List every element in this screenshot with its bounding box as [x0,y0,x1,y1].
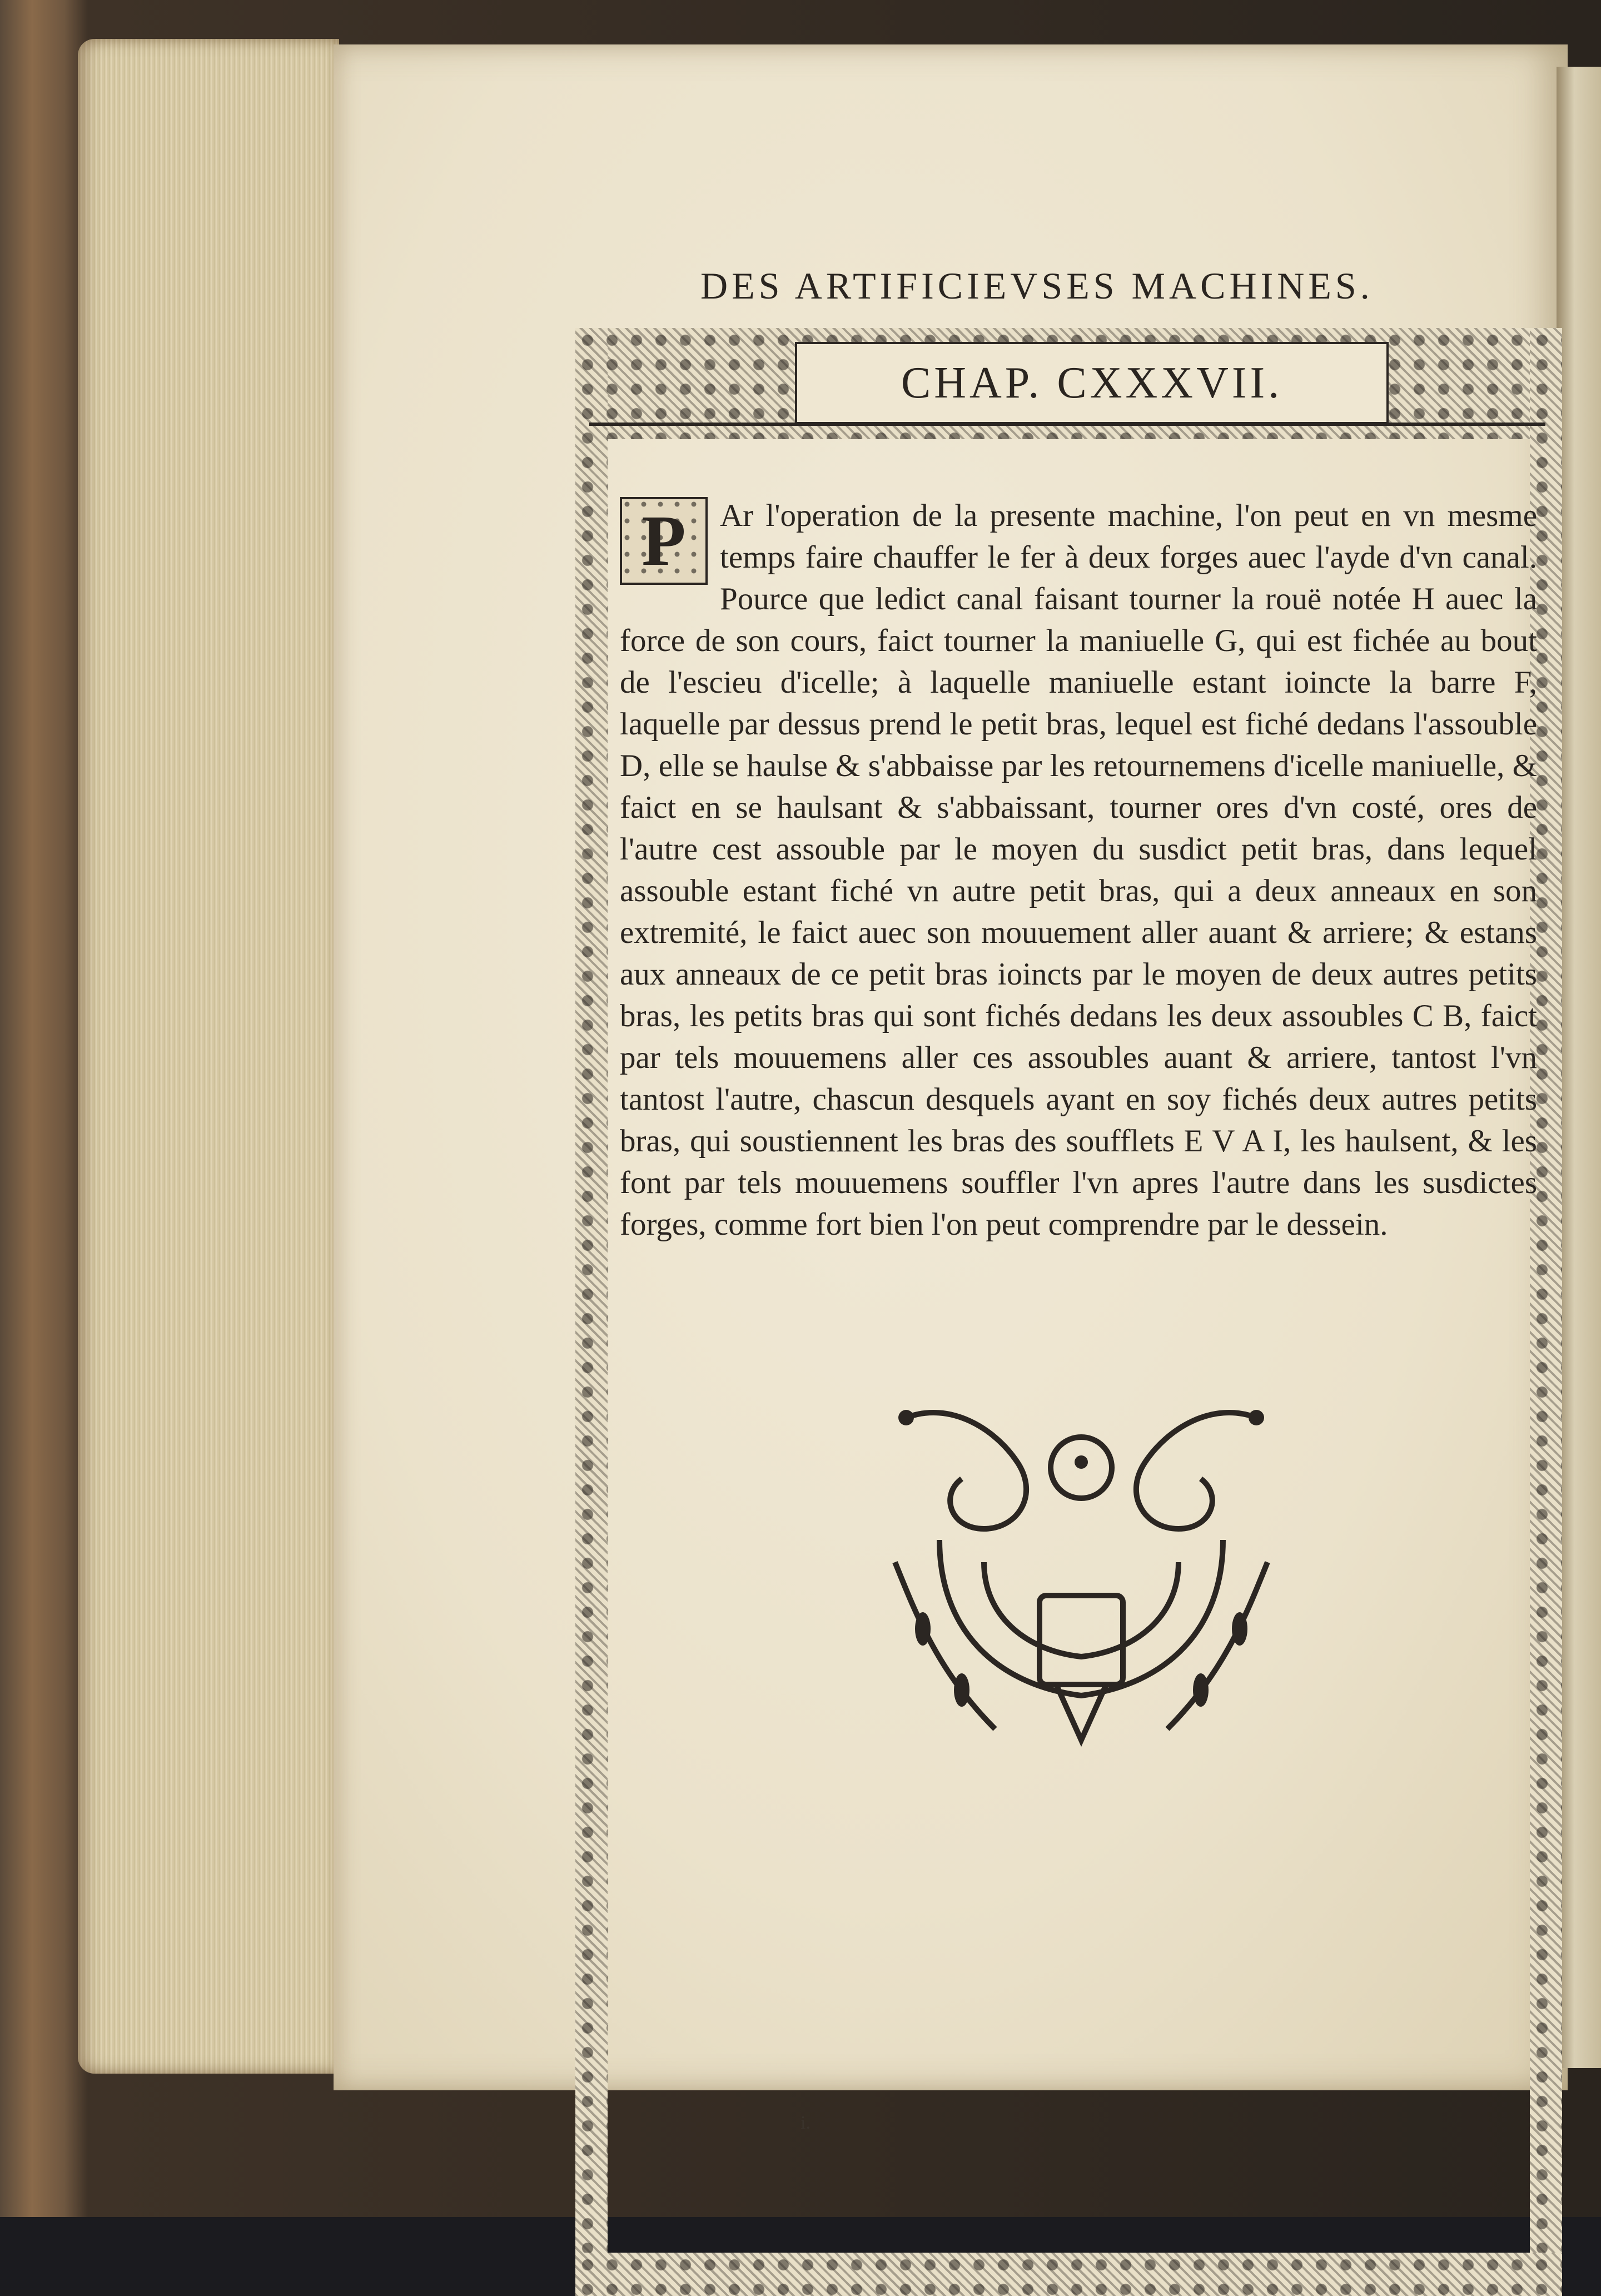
chapter-heading: CHAP. CXXXVII. [901,359,1283,407]
ornament-icon [873,1395,1290,1812]
drop-cap [620,497,708,585]
heading-rule [589,423,1545,426]
facing-page-edge [1557,67,1601,2068]
chapter-text [620,495,1537,1245]
drop-cap-letter: P [642,501,686,581]
page-footer-mark: i. [800,2113,811,2133]
frame-bottom-band [575,2253,1562,2296]
frame-left-band [575,328,608,2296]
running-head: DES ARTIFICIEVSES MACHINES. [700,265,1374,307]
page-edges [78,39,339,2074]
chapter-heading-box [795,342,1389,424]
chapter-paragraph: Ar l'operation de la presente machine, l'on peut en vn mesme temps faire chauffer le fer à deux forges auec l'ayde d'vn canal. Pource que ledict canal faisant tourner la rouë notée H auec la force de son cours, faict tourner la maniuelle G, qui est fichée au bout de l'escieu d'icelle; à laquelle maniuelle estant ioincte la barre F, laquelle par dessus prend le petit bras, lequel est fiché dedans l'assouble D, elle se haulse & s'abbaisse par les retournemens d'icelle maniuelle, & faict en se haulsant & s'abbaissant, tourner ores d'vn costé, ores de l'autre cest assouble par le moyen du susdict petit bras, dans lequel assouble estant fiché vn autre petit bras, qui a deux anneaux en son extremité, le faict auec son mouuement aller auant & arriere; & estans aux anneaux de ce petit bras ioincts par le moyen de deux autres petits bras, les petits bras qui sont fichés dedans les deux assoubles C B, faict par tels mouuemens aller ces assoubles auant & arriere, tantost l'vn tantost l'autre, chascun desquels ayant en soy fichés deux autres petits bras, qui soustiennent les bras des soufflets E V A I, les haulsent, & les font par tels mouuemens souffler l'vn apres l'autre dans les susdictes forges, comme fort bien l'on peut comprendre par le dessein. [620,498,1537,1242]
